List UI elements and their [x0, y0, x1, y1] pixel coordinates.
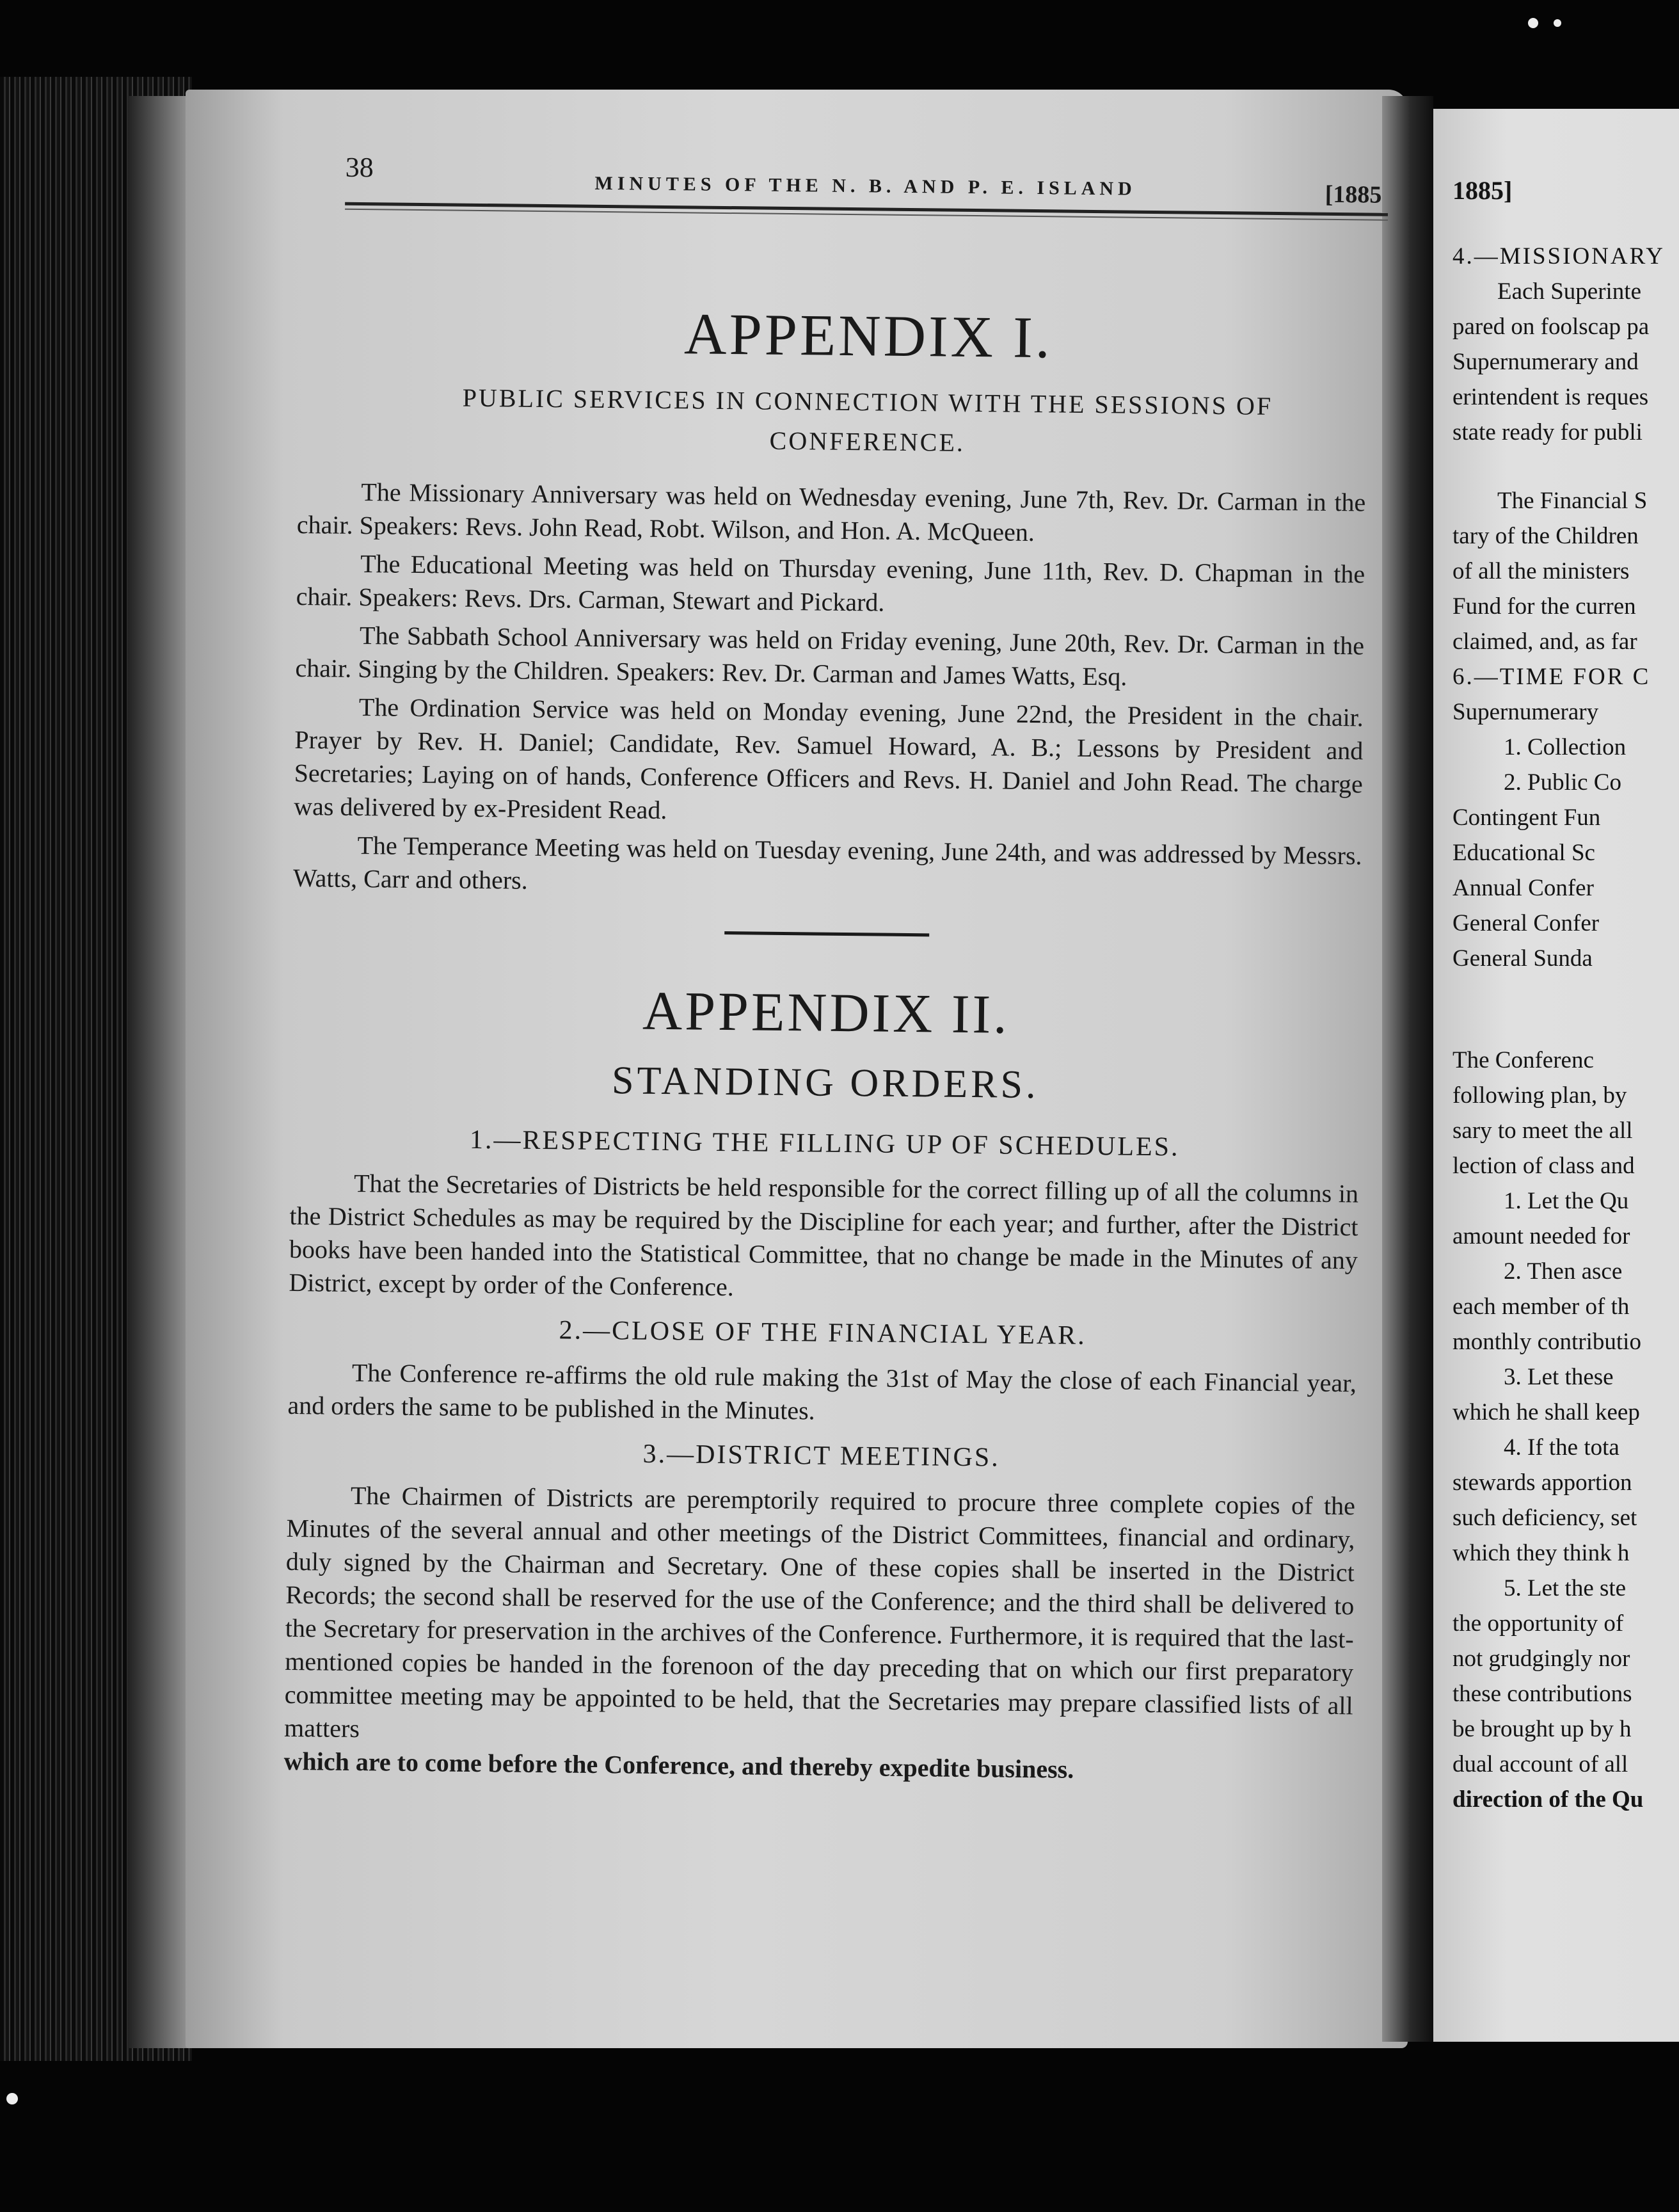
section-heading: 3.—DISTRICT MEETINGS.: [642, 1439, 1000, 1473]
right-page-line: direction of the Qu: [1452, 1786, 1644, 1813]
right-page-line: which they think h: [1452, 1540, 1630, 1566]
right-page-line: sary to meet the all: [1452, 1118, 1633, 1144]
right-page: [1433, 109, 1679, 2042]
speck: [6, 2093, 18, 2104]
right-page-line: 2. Then asce: [1504, 1258, 1623, 1285]
left-page-content: [283, 150, 1382, 1794]
speck: [1528, 18, 1538, 28]
page-number: 38: [345, 151, 374, 184]
right-page-text: [1452, 173, 1679, 1817]
right-page-line: 4. If the tota: [1504, 1434, 1619, 1461]
right-page-line: 3. Let these: [1504, 1364, 1614, 1390]
right-page-line: The Financial S: [1497, 488, 1648, 514]
right-page-line: following plan, by: [1452, 1082, 1627, 1109]
appendix-two-title: APPENDIX II.: [642, 979, 1010, 1045]
running-year: [1885: [1325, 180, 1382, 209]
right-page-line: Supernumerary: [1452, 699, 1599, 725]
right-page-line: claimed, and, as far: [1452, 629, 1637, 655]
right-page-line: dual account of all: [1452, 1751, 1628, 1777]
right-page-line: 2. Public Co: [1504, 769, 1621, 796]
paragraph: The Ordination Service was held on Monday evening, June 22nd, the President in the chair. Prayer by Rev. H. Daniel; Candidate, Rev. Samuel Howard, A. B.; Lessons by President and Secretaries; Laying on of hands, Conference Officers and Revs. H. Daniel and John Read. The charge was delivered by ex-President Read.: [294, 693, 1364, 825]
right-page-line: pared on foolscap pa: [1452, 314, 1650, 340]
section-divider: [724, 931, 929, 936]
appendix-one-subtitle: PUBLIC SERVICES IN CONNECTION WITH THE SESSIONS OF CONFERENCE.: [462, 383, 1273, 457]
speck: [1554, 19, 1561, 27]
right-page-line: which he shall keep: [1452, 1399, 1640, 1425]
right-page-line: of all the ministers: [1452, 558, 1630, 584]
right-page-line: Educational Sc: [1452, 840, 1595, 866]
right-page-line: not grudgingly nor: [1452, 1646, 1630, 1672]
paragraph: The Temperance Meeting was held on Tuesday evening, June 24th, and was addressed by Messrs. Watts, Carr and others.: [292, 830, 1362, 895]
right-page-line: amount needed for: [1452, 1223, 1630, 1249]
section-heading: 1.—RESPECTING THE FILLING UP OF SCHEDULES.: [469, 1125, 1180, 1162]
right-page-line: tary of the Children: [1452, 523, 1639, 549]
right-page-line: stewards apportion: [1452, 1470, 1632, 1496]
right-page-line: the opportunity of: [1452, 1610, 1624, 1637]
paragraph: The Chairmen of Districts are peremptorily required to procure three complete copies of the Minutes of the several annual and other meetings of the District Committees, financial and ordinary, duly signed by the Chairman and Secretary. One of these copies shall be inserted in the District Records; the second shall be reserved for the use of the Conference; and the third shall be delivered to the Secretary for preservation in the archives of the Conference. Furthermore, it is required that the last-mentioned copies be handed in the forenoon of the day preceding that on which our first preparatory committee meeting may be appointed to be held, that the Secretaries may prepare classified lists of all matters: [283, 1480, 1356, 1743]
right-page-line: state ready for publi: [1452, 419, 1643, 445]
right-page-year: 1885]: [1452, 176, 1513, 205]
right-page-line: be brought up by h: [1452, 1716, 1632, 1742]
blank-line: [1452, 976, 1679, 1009]
book-gutter: [1382, 96, 1433, 2042]
right-page-line: Fund for the curren: [1452, 593, 1636, 620]
running-title: MINUTES OF THE N. B. AND P. E. ISLAND: [594, 172, 1136, 200]
paragraph-last-line: which are to come before the Conference, and thereby expedite business.: [283, 1746, 1074, 1784]
right-page-line: 4.—MISSIONARY: [1452, 243, 1665, 269]
right-page-line: monthly contributio: [1452, 1329, 1641, 1355]
paragraph: The Conference re-affirms the old rule making the 31st of May the close of each Financial year, and orders the same to be published in the Minutes.: [287, 1358, 1357, 1425]
right-page-line: Contingent Fun: [1452, 805, 1601, 831]
right-page-line: 6.—TIME FOR C: [1452, 664, 1651, 690]
right-page-line: lection of class and: [1452, 1153, 1635, 1179]
right-page-line: 1. Collection: [1504, 734, 1627, 760]
right-page-line: 1. Let the Qu: [1504, 1188, 1629, 1214]
standing-orders-heading: STANDING ORDERS.: [611, 1059, 1039, 1107]
right-page-line: Each Superinte: [1497, 278, 1641, 305]
appendix-one-title: APPENDIX I.: [683, 301, 1053, 371]
page-edges: [128, 96, 192, 2048]
paragraph: That the Secretaries of Districts be held responsible for the correct filling up of all the columns in the District Schedules as may be required by the Discipline for each year; and further, after the District books have been handed into the Statistical Committee, that no change be made in the Minutes of any District, except by order of the Conference.: [289, 1168, 1359, 1302]
right-page-line: 5. Let the ste: [1504, 1575, 1627, 1601]
paragraph: The Missionary Anniversary was held on Wednesday evening, June 7th, Rev. Dr. Carman in the chair. Speakers: Revs. John Read, Robt. Wilson, and Hon. A. McQueen.: [296, 477, 1366, 547]
right-page-line: such deficiency, set: [1452, 1505, 1637, 1531]
right-page-line: Annual Confer: [1452, 875, 1594, 901]
blank-line: [1452, 450, 1679, 483]
right-page-line: General Confer: [1452, 910, 1600, 936]
right-page-line: General Sunda: [1452, 945, 1593, 972]
right-page-line: these contributions: [1452, 1681, 1632, 1707]
right-page-line: erintendent is reques: [1452, 384, 1649, 410]
right-page-line: Supernumerary and: [1452, 349, 1639, 375]
right-page-line: each member of th: [1452, 1294, 1630, 1320]
blank-line: [1452, 1009, 1679, 1043]
paragraph: The Sabbath School Anniversary was held on Friday evening, June 20th, Rev. Dr. Carman in the chair. Singing by the Children. Speakers: Rev. Dr. Carman and James Watts, Esq.: [295, 621, 1365, 691]
right-page-line: The Conferenc: [1452, 1047, 1594, 1073]
paragraph: The Educational Meeting was held on Thursday evening, June 11th, Rev. D. Chapman in the chair. Speakers: Revs. Drs. Carman, Stewart and Pickard.: [296, 549, 1365, 617]
section-heading: 2.—CLOSE OF THE FINANCIAL YEAR.: [559, 1315, 1086, 1350]
